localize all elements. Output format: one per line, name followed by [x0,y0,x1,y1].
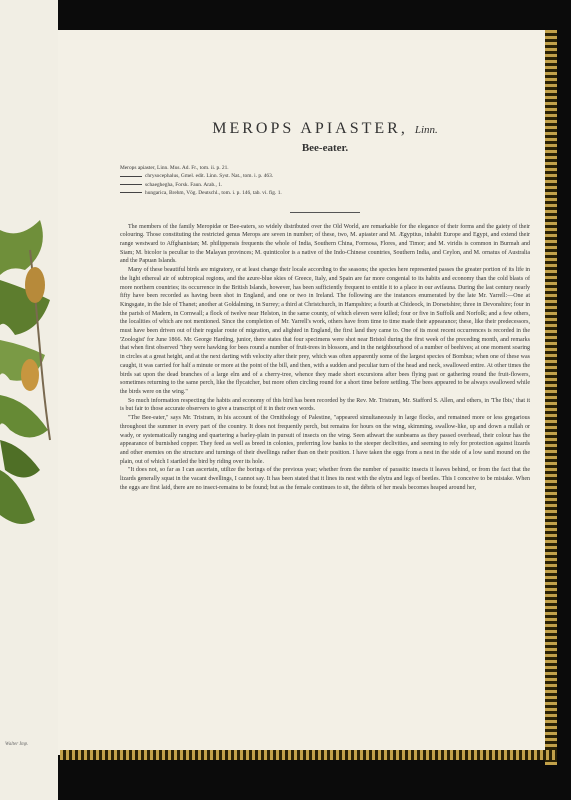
synonym-text: hungarica, Brehm, Vög. Deutschl., tom. i. p. 146, tab. vi. fig. 1. [145,190,282,197]
synonym-line [120,181,530,189]
species-authority: Linn. [414,124,438,136]
body-paragraph: "It does not, so far as I can ascertain, utilize the borings of the previous year; whether from the number of parasitic insects it leaves behind, or from the fact that the lizards generally squat in the vacant dwellings, I cannot say. It has been stated that it lines its nest with the elytra and legs of beetles. This I conceive to be mistake. When the eggs are first laid, there are no insect-remains to be found; but as the female continues to sit, the débris of her meals becomes heaped around her, [120,467,530,491]
synonym-line [120,172,530,180]
facing-plate-illustration [0,0,58,800]
body-paragraph: "The Bee-eater," says Mr. Tristram, in his account of the Ornithology of Palestine, "appeared simultaneously in large flocks, and remained more or less gregarious throughout the summer in every part of the country. It does not frequently perch, but remains for hours on the wing, skimming, swallow-like, up and down a nullah or wady, or systematically ranging and quartering a barley-plain in pursuit of insects on the wing. Seen athwart the sunbeams as they passed overhead, their colour has the appearance of burnished copper. They feed as well as breed in colonies, preferring low banks to the steeper declivities, and seeming to rely for protection against lizards and other enemies on the structure and turnings of their dwellings rather than on their position. I have taken the eggs from a nest in the side of a low sand mound on the plain, out of which I startled the bird by riding over its hole. [120,415,530,465]
synonym-text: chrysocephalus, Gmel. edit. Linn. Syst. Nat., tom. i. p. 463. [145,173,274,180]
section-divider [290,212,360,213]
body-text [120,223,530,493]
species-name: MEROPS APIASTER, [212,120,408,137]
ditto-dash [120,192,142,193]
page-content [120,120,530,492]
synonym-line [120,164,530,172]
page-edge-right [545,30,557,765]
ditto-dash [120,176,142,177]
synonym-text: schaeghegha, Forsk. Faun. Arab., 1. [145,181,223,188]
body-paragraph: The members of the family Meropidæ or Bee-eaters, so widely distributed over the Old World, are remarkable for the elegance of their forms and the gaiety of their colouring. Those constituting the restricted genus Merops are seven in number; of these, two, M. apiaster and M. Ægyptius, inhabit Europe and Egypt, and extend their range westward to Affghanistan; M. philippensis frequents the whole of India, Southern China, Formosa, Flores, and Timor; and M. viridis is common in Burmah and Siam; M. bicolor is peculiar to the Malayan provinces; M. quinticolor is a native of the Indo-Chinese countries, Southern India, and Ceylon, and M. ornatus of Australia and the Papuan Islands. [120,223,530,265]
ditto-dash [120,184,142,185]
body-paragraph: So much information respecting the habits and economy of this bird has been recorded by the Rev. Mr. Tristram, Mr. Stafford S. Allen, and others, in 'The Ibis,' that it is but fair to those accurate observers to give a transcript of it in their own words. [120,397,530,413]
species-title [120,120,530,138]
page-edge-bottom [60,750,557,760]
body-paragraph: Many of these beautiful birds are migratory, or at least change their locale according to the seasons; the species here represented passes the greater portion of its life in the light ethereal air of subtropical regions, and the azure-blue skies of Greece, Italy, and Spain are far more congenial to its habits and economy than the cold blasts of more northern countries; its occurrence in the British Islands, however, has been sufficiently frequent to entitle it to a place in our avifauna. During the last century nearly fifty have been recorded as having been shot in England, and one or two in Ireland. The following are the instances enumerated by the late Mr. Yarrell:—One at Kingsgate, in the Isle of Thanet; another at Goldalming, in Surrey; a third at Christchurch, in Hampshire; a fourth at Chideock, in Dorsetshire; three in Devonshire; four in the parish of Madern, in Cornwall; a flock of twelve near Helston, in the same county, of which eleven were killed; four or five in Suffolk and Norfolk; and a few others, the localities of which are not mentioned. Since the completion of Mr. Yarrell's work, others have from time to time made their appearance; these, like their predecessors, must have been driven out of their regular route of migration, and alighted in England, the first land they came to. One of its most recent occurrences is recorded in the 'Zoologist' for June 1866. Mr. George Harding, junior, there states that four specimens were shot near Bristol during the first week of the preceding month, and remarks that when first observed "they were hawking for bees round a number of fruit-trees in blossom, and in the neighbourhood of a number of beehives; at one moment soaring in circles at a great height, and at the next darting with velocity after their prey, which was often apparently some of the largest species of Bombus; when one of these was caught, it was carried for half a minute or more at the point of the bill, and then, with a sudden and peculiar turn of the head and neck, swallowed entire. At other times the birds sat upon the dead branches of a large elm and of a cherry-tree, whence they made short excursions after bees flying past or gathering round the fruit-flowers, sometimes returning to the same perch, like the flycatcher, but more often circling round for a short time before settling. The bees appeared to be always swallowed while the birds were on the wing." [120,267,530,395]
synonymy-list [120,164,530,198]
common-name: Bee-eater. [301,142,349,154]
synonym-text: Merops apiaster, Linn. Mus. Ad. Fr., tom. ii. p. 21. [120,165,229,171]
synonym-line [120,189,530,197]
engraver-credit: Walter Imp. [5,742,29,747]
